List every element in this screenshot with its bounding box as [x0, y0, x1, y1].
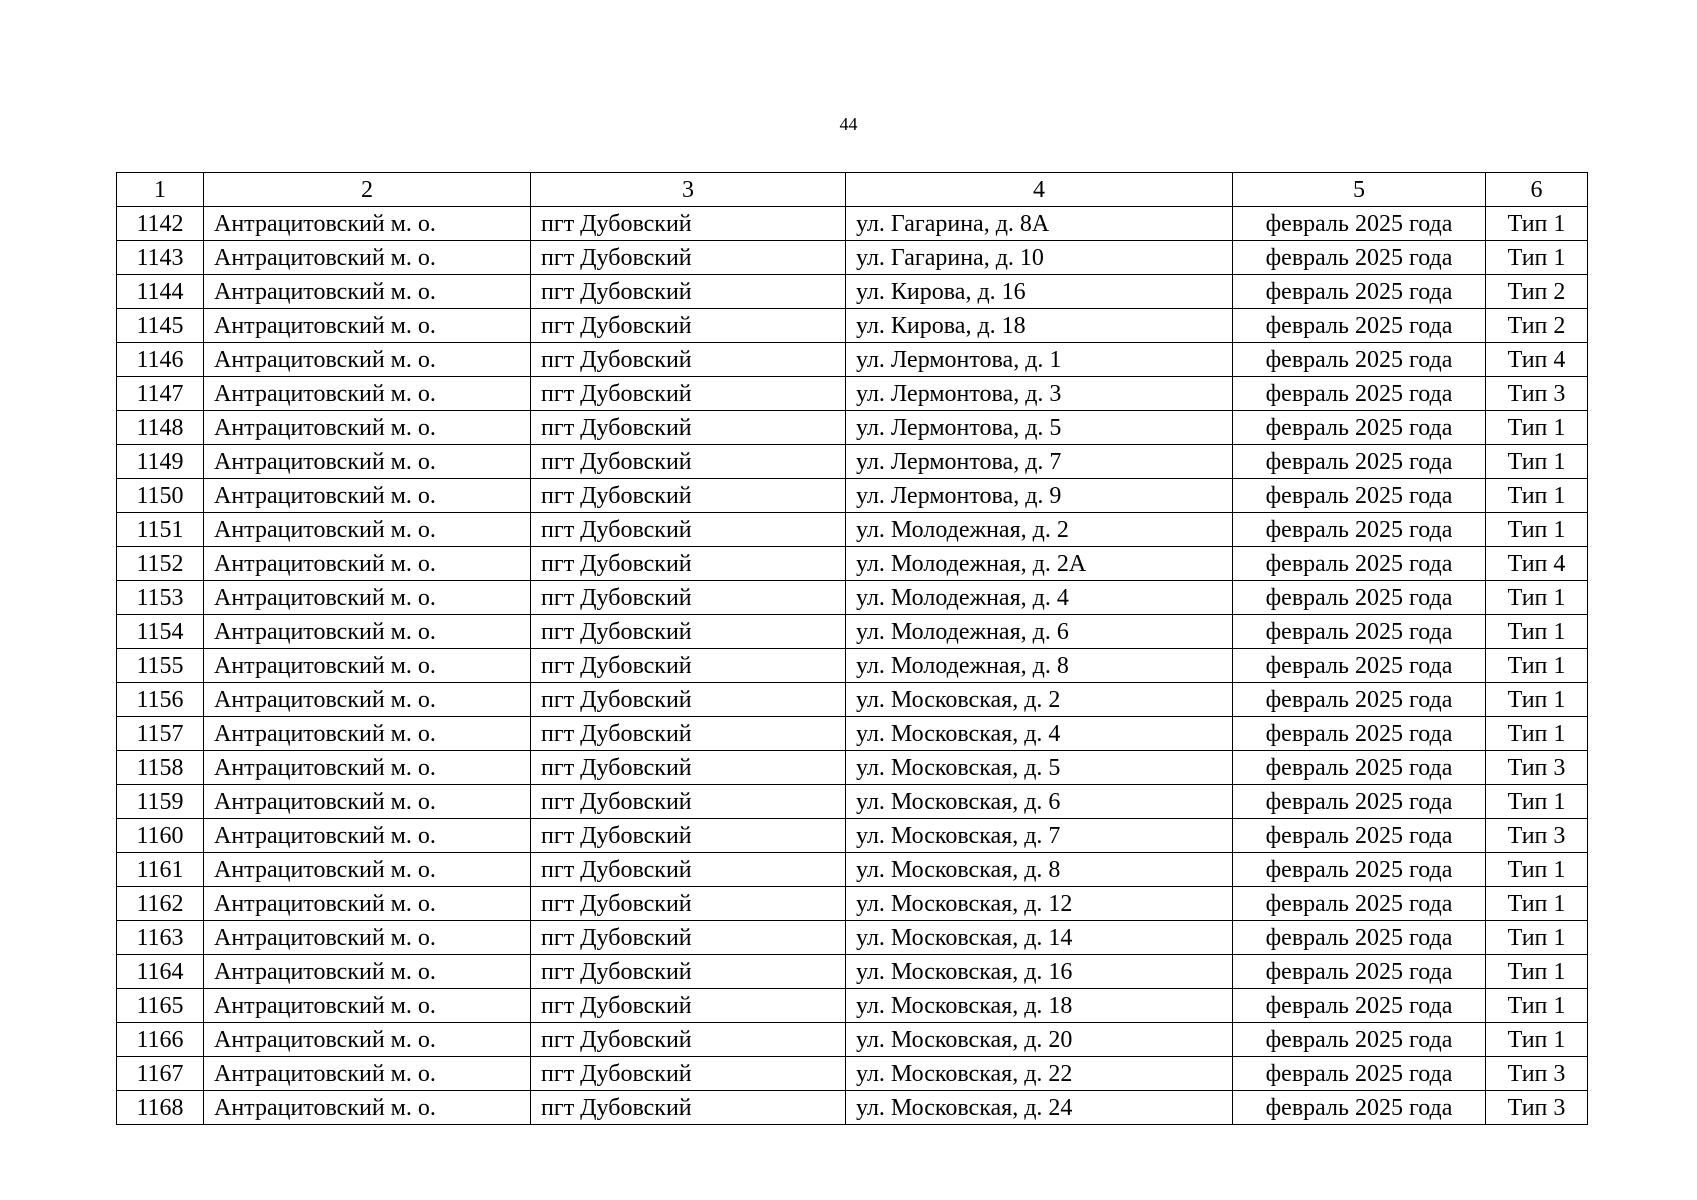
type-cell: Тип 4 — [1486, 343, 1588, 377]
row-number-cell: 1166 — [117, 1023, 204, 1057]
row-number-cell: 1148 — [117, 411, 204, 445]
date-cell: февраль 2025 года — [1233, 479, 1486, 513]
settlement-cell: пгт Дубовский — [531, 785, 846, 819]
date-cell: февраль 2025 года — [1233, 275, 1486, 309]
settlement-cell: пгт Дубовский — [531, 1057, 846, 1091]
district-cell: Антрацитовский м. о. — [204, 717, 531, 751]
type-cell: Тип 3 — [1486, 1091, 1588, 1125]
district-cell: Антрацитовский м. о. — [204, 1057, 531, 1091]
date-cell: февраль 2025 года — [1233, 751, 1486, 785]
settlement-cell: пгт Дубовский — [531, 853, 846, 887]
date-cell: февраль 2025 года — [1233, 853, 1486, 887]
address-cell: ул. Гагарина, д. 8А — [846, 207, 1233, 241]
address-cell: ул. Московская, д. 4 — [846, 717, 1233, 751]
settlement-cell: пгт Дубовский — [531, 479, 846, 513]
district-cell: Антрацитовский м. о. — [204, 751, 531, 785]
row-number-cell: 1159 — [117, 785, 204, 819]
date-cell: февраль 2025 года — [1233, 411, 1486, 445]
district-cell: Антрацитовский м. о. — [204, 955, 531, 989]
row-number-cell: 1144 — [117, 275, 204, 309]
row-number-cell: 1165 — [117, 989, 204, 1023]
table-row — [117, 819, 1588, 853]
district-cell: Антрацитовский м. о. — [204, 479, 531, 513]
column-header: 1 — [117, 173, 204, 207]
column-header: 3 — [531, 173, 846, 207]
row-number-cell: 1156 — [117, 683, 204, 717]
column-header: 4 — [846, 173, 1233, 207]
type-cell: Тип 2 — [1486, 275, 1588, 309]
address-cell: ул. Московская, д. 20 — [846, 1023, 1233, 1057]
type-cell: Тип 1 — [1486, 241, 1588, 275]
type-cell: Тип 1 — [1486, 479, 1588, 513]
district-cell: Антрацитовский м. о. — [204, 989, 531, 1023]
type-cell: Тип 3 — [1486, 1057, 1588, 1091]
table-row — [117, 887, 1588, 921]
table-row — [117, 1057, 1588, 1091]
row-number-cell: 1146 — [117, 343, 204, 377]
address-cell: ул. Московская, д. 22 — [846, 1057, 1233, 1091]
type-cell: Тип 1 — [1486, 445, 1588, 479]
address-cell: ул. Московская, д. 14 — [846, 921, 1233, 955]
settlement-cell: пгт Дубовский — [531, 275, 846, 309]
address-cell: ул. Московская, д. 24 — [846, 1091, 1233, 1125]
table-row — [117, 377, 1588, 411]
row-number-cell: 1167 — [117, 1057, 204, 1091]
address-cell: ул. Кирова, д. 18 — [846, 309, 1233, 343]
address-cell: ул. Московская, д. 5 — [846, 751, 1233, 785]
district-cell: Антрацитовский м. о. — [204, 377, 531, 411]
row-number-cell: 1163 — [117, 921, 204, 955]
column-header: 5 — [1233, 173, 1486, 207]
address-cell: ул. Молодежная, д. 6 — [846, 615, 1233, 649]
row-number-cell: 1150 — [117, 479, 204, 513]
table-row — [117, 343, 1588, 377]
district-cell: Антрацитовский м. о. — [204, 241, 531, 275]
date-cell: февраль 2025 года — [1233, 241, 1486, 275]
settlement-cell: пгт Дубовский — [531, 989, 846, 1023]
table-row — [117, 241, 1588, 275]
table-row — [117, 1023, 1588, 1057]
district-cell: Антрацитовский м. о. — [204, 785, 531, 819]
settlement-cell: пгт Дубовский — [531, 343, 846, 377]
type-cell: Тип 1 — [1486, 887, 1588, 921]
row-number-cell: 1164 — [117, 955, 204, 989]
table-row — [117, 1091, 1588, 1125]
settlement-cell: пгт Дубовский — [531, 717, 846, 751]
settlement-cell: пгт Дубовский — [531, 887, 846, 921]
address-cell: ул. Лермонтова, д. 1 — [846, 343, 1233, 377]
district-cell: Антрацитовский м. о. — [204, 1091, 531, 1125]
district-cell: Антрацитовский м. о. — [204, 309, 531, 343]
date-cell: февраль 2025 года — [1233, 309, 1486, 343]
table-row — [117, 853, 1588, 887]
table-row — [117, 751, 1588, 785]
type-cell: Тип 1 — [1486, 207, 1588, 241]
table-row — [117, 785, 1588, 819]
table-row — [117, 649, 1588, 683]
table-row — [117, 921, 1588, 955]
district-cell: Антрацитовский м. о. — [204, 513, 531, 547]
table-row — [117, 207, 1588, 241]
settlement-cell: пгт Дубовский — [531, 819, 846, 853]
settlement-cell: пгт Дубовский — [531, 445, 846, 479]
settlement-cell: пгт Дубовский — [531, 547, 846, 581]
row-number-cell: 1149 — [117, 445, 204, 479]
settlement-cell: пгт Дубовский — [531, 955, 846, 989]
district-cell: Антрацитовский м. о. — [204, 445, 531, 479]
row-number-cell: 1168 — [117, 1091, 204, 1125]
district-cell: Антрацитовский м. о. — [204, 615, 531, 649]
table-row — [117, 581, 1588, 615]
district-cell: Антрацитовский м. о. — [204, 207, 531, 241]
row-number-cell: 1153 — [117, 581, 204, 615]
type-cell: Тип 1 — [1486, 1023, 1588, 1057]
type-cell: Тип 1 — [1486, 717, 1588, 751]
settlement-cell: пгт Дубовский — [531, 751, 846, 785]
row-number-cell: 1155 — [117, 649, 204, 683]
row-number-cell: 1161 — [117, 853, 204, 887]
settlement-cell: пгт Дубовский — [531, 921, 846, 955]
row-number-cell: 1151 — [117, 513, 204, 547]
address-cell: ул. Московская, д. 7 — [846, 819, 1233, 853]
settlement-cell: пгт Дубовский — [531, 411, 846, 445]
table-row — [117, 445, 1588, 479]
address-cell: ул. Лермонтова, д. 9 — [846, 479, 1233, 513]
district-cell: Антрацитовский м. о. — [204, 649, 531, 683]
settlement-cell: пгт Дубовский — [531, 377, 846, 411]
date-cell: февраль 2025 года — [1233, 887, 1486, 921]
date-cell: февраль 2025 года — [1233, 377, 1486, 411]
page-number: 44 — [839, 114, 858, 134]
table-row — [117, 479, 1588, 513]
date-cell: февраль 2025 года — [1233, 207, 1486, 241]
type-cell: Тип 1 — [1486, 411, 1588, 445]
settlement-cell: пгт Дубовский — [531, 1023, 846, 1057]
row-number-cell: 1143 — [117, 241, 204, 275]
address-cell: ул. Кирова, д. 16 — [846, 275, 1233, 309]
settlement-cell: пгт Дубовский — [531, 683, 846, 717]
date-cell: февраль 2025 года — [1233, 955, 1486, 989]
date-cell: февраль 2025 года — [1233, 445, 1486, 479]
row-number-cell: 1147 — [117, 377, 204, 411]
address-cell: ул. Гагарина, д. 10 — [846, 241, 1233, 275]
type-cell: Тип 1 — [1486, 683, 1588, 717]
address-cell: ул. Московская, д. 18 — [846, 989, 1233, 1023]
settlement-cell: пгт Дубовский — [531, 615, 846, 649]
settlement-cell: пгт Дубовский — [531, 1091, 846, 1125]
type-cell: Тип 1 — [1486, 785, 1588, 819]
type-cell: Тип 2 — [1486, 309, 1588, 343]
district-cell: Антрацитовский м. о. — [204, 343, 531, 377]
column-header: 2 — [204, 173, 531, 207]
settlement-cell: пгт Дубовский — [531, 513, 846, 547]
date-cell: февраль 2025 года — [1233, 343, 1486, 377]
address-cell: ул. Молодежная, д. 2 — [846, 513, 1233, 547]
row-number-cell: 1162 — [117, 887, 204, 921]
type-cell: Тип 1 — [1486, 853, 1588, 887]
address-cell: ул. Московская, д. 16 — [846, 955, 1233, 989]
date-cell: февраль 2025 года — [1233, 615, 1486, 649]
table-row — [117, 547, 1588, 581]
district-cell: Антрацитовский м. о. — [204, 547, 531, 581]
date-cell: февраль 2025 года — [1233, 683, 1486, 717]
date-cell: февраль 2025 года — [1233, 819, 1486, 853]
date-cell: февраль 2025 года — [1233, 513, 1486, 547]
row-number-cell: 1142 — [117, 207, 204, 241]
district-cell: Антрацитовский м. о. — [204, 819, 531, 853]
table-row — [117, 717, 1588, 751]
settlement-cell: пгт Дубовский — [531, 241, 846, 275]
table-row — [117, 955, 1588, 989]
date-cell: февраль 2025 года — [1233, 1091, 1486, 1125]
row-number-cell: 1158 — [117, 751, 204, 785]
table-row — [117, 513, 1588, 547]
date-cell: февраль 2025 года — [1233, 649, 1486, 683]
type-cell: Тип 1 — [1486, 921, 1588, 955]
district-cell: Антрацитовский м. о. — [204, 1023, 531, 1057]
district-cell: Антрацитовский м. о. — [204, 921, 531, 955]
row-number-cell: 1154 — [117, 615, 204, 649]
date-cell: февраль 2025 года — [1233, 1023, 1486, 1057]
row-number-cell: 1152 — [117, 547, 204, 581]
district-cell: Антрацитовский м. о. — [204, 887, 531, 921]
date-cell: февраль 2025 года — [1233, 547, 1486, 581]
address-cell: ул. Молодежная, д. 4 — [846, 581, 1233, 615]
date-cell: февраль 2025 года — [1233, 581, 1486, 615]
row-number-cell: 1157 — [117, 717, 204, 751]
table-header-row — [117, 173, 1588, 207]
address-cell: ул. Лермонтова, д. 5 — [846, 411, 1233, 445]
column-header: 6 — [1486, 173, 1588, 207]
row-number-cell: 1160 — [117, 819, 204, 853]
type-cell: Тип 1 — [1486, 615, 1588, 649]
district-cell: Антрацитовский м. о. — [204, 581, 531, 615]
district-cell: Антрацитовский м. о. — [204, 853, 531, 887]
address-cell: ул. Лермонтова, д. 3 — [846, 377, 1233, 411]
settlement-cell: пгт Дубовский — [531, 207, 846, 241]
address-cell: ул. Московская, д. 12 — [846, 887, 1233, 921]
table-row — [117, 989, 1588, 1023]
settlement-cell: пгт Дубовский — [531, 309, 846, 343]
address-cell: ул. Московская, д. 2 — [846, 683, 1233, 717]
type-cell: Тип 3 — [1486, 751, 1588, 785]
table-row — [117, 683, 1588, 717]
type-cell: Тип 1 — [1486, 513, 1588, 547]
row-number-cell: 1145 — [117, 309, 204, 343]
address-cell: ул. Молодежная, д. 8 — [846, 649, 1233, 683]
type-cell: Тип 1 — [1486, 955, 1588, 989]
type-cell: Тип 3 — [1486, 819, 1588, 853]
type-cell: Тип 4 — [1486, 547, 1588, 581]
table-row — [117, 411, 1588, 445]
address-cell: ул. Лермонтова, д. 7 — [846, 445, 1233, 479]
address-cell: ул. Московская, д. 8 — [846, 853, 1233, 887]
district-cell: Антрацитовский м. о. — [204, 683, 531, 717]
type-cell: Тип 3 — [1486, 377, 1588, 411]
district-cell: Антрацитовский м. о. — [204, 275, 531, 309]
table-row — [117, 275, 1588, 309]
date-cell: февраль 2025 года — [1233, 989, 1486, 1023]
type-cell: Тип 1 — [1486, 581, 1588, 615]
table-row — [117, 309, 1588, 343]
address-cell: ул. Молодежная, д. 2А — [846, 547, 1233, 581]
address-cell: ул. Московская, д. 6 — [846, 785, 1233, 819]
type-cell: Тип 1 — [1486, 989, 1588, 1023]
settlement-cell: пгт Дубовский — [531, 581, 846, 615]
date-cell: февраль 2025 года — [1233, 785, 1486, 819]
date-cell: февраль 2025 года — [1233, 1057, 1486, 1091]
registry-table — [116, 172, 1588, 1125]
table-body — [117, 207, 1588, 1125]
district-cell: Антрацитовский м. о. — [204, 411, 531, 445]
date-cell: февраль 2025 года — [1233, 717, 1486, 751]
table-row — [117, 615, 1588, 649]
type-cell: Тип 1 — [1486, 649, 1588, 683]
settlement-cell: пгт Дубовский — [531, 649, 846, 683]
date-cell: февраль 2025 года — [1233, 921, 1486, 955]
